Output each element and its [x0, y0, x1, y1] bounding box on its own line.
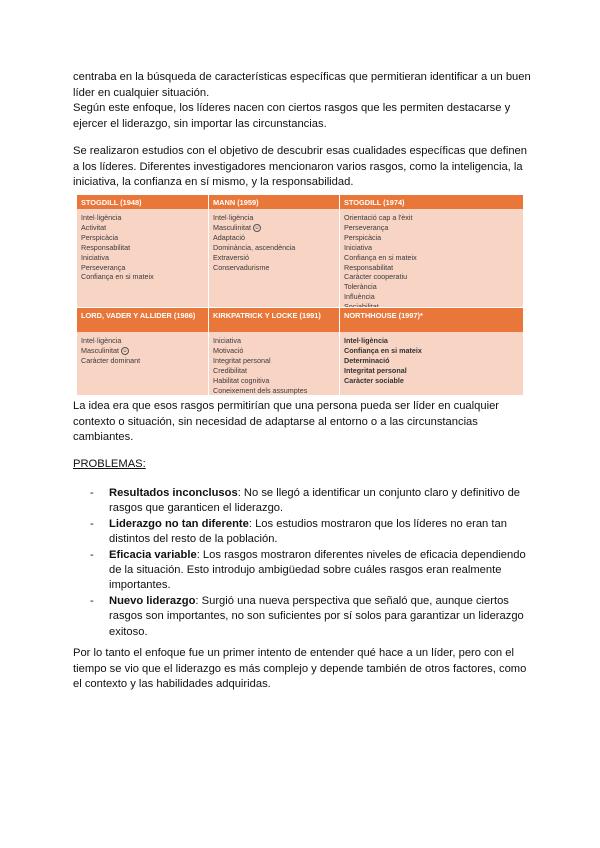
trait-item: Intel·ligència [213, 213, 254, 222]
list-item [90, 486, 530, 517]
trait-item: Influència [344, 292, 375, 302]
trait-item: Intel·ligència [81, 336, 122, 345]
table-header: NORTHHOUSE (1997)* [340, 308, 523, 332]
table-cell [77, 209, 208, 282]
trait-item: Perseverança [344, 222, 389, 232]
trait-item: Iniciativa [213, 336, 241, 345]
problem-text: : Los estudios mostraron que los líderes no eran tan distintos del resto de la población. [109, 517, 507, 546]
bullet-dash: - [90, 487, 94, 499]
trait-item-with-icon [213, 223, 335, 233]
trait-item: Intel·ligència [81, 213, 122, 222]
list-item [90, 548, 530, 594]
trait-item: Caràcter dominant [81, 355, 141, 365]
trait-item: Orientació cap a l'èxit [344, 213, 413, 222]
table-cell [77, 332, 208, 366]
table-cell [340, 209, 523, 312]
trait-item: Caràcter sociable [344, 375, 404, 385]
trait-item: Iniciativa [81, 252, 109, 262]
trait-item: Dominància, ascendència [213, 242, 296, 252]
problem-text: : No se llegó a identificar un conjunto claro y definitivo de rasgos que garanticen el liderazgo. [109, 487, 521, 515]
conclusion-paragraph: Por lo tanto el enfoque fue un primer intento de entender qué hace a un líder, pero con el tiempo se vio que el liderazgo es más complejo y depende también de otros factores, como el contexto y las habilidades adquiridas. [73, 647, 527, 691]
trait-item: Confiança en si mateix [344, 252, 417, 262]
problem-title: Eficacia variable [109, 548, 197, 561]
table-divider [339, 195, 340, 395]
trait-item: Perseverança [81, 262, 126, 272]
trait-item: Confiança en si mateix [344, 345, 422, 355]
trait-item: Masculinitat [81, 345, 119, 355]
problem-title: Liderazgo no tan diferente [109, 517, 249, 530]
trait-item: Adaptació [213, 232, 245, 242]
table-divider [208, 195, 209, 395]
table-cell [209, 209, 339, 272]
trait-item: Coneixement dels assumptes [213, 385, 308, 395]
studies-paragraph: Se realizaron estudios con el objetivo de descubrir esas cualidades específicas que definen a los líderes. Diferentes investigadores mencionaron varios rasgos, como la inteligencia, la iniciativa, la confianza en sí mismo, y la responsabilidad. [73, 145, 527, 189]
trait-item: Conservadurisme [213, 262, 270, 272]
problem-text: : Los rasgos mostraron diferentes niveles de eficacia dependiendo de la situación. Esto introdujo ambigüedad sobre cuáles rasgos eran realmente importantes. [109, 548, 526, 592]
trait-item: Credibilitat [213, 365, 247, 375]
list-item [90, 594, 530, 640]
trait-item: Determinació [344, 355, 390, 365]
trait-item: Integritat personal [344, 365, 407, 375]
table-cell [209, 332, 339, 395]
idea-paragraph: La idea era que esos rasgos permitirían que una persona pueda ser líder en cualquier contexto o situación, sin necesidad de adaptarse al entorno o a las circunstancias cambiantes. [73, 400, 500, 444]
trait-item: Perspicàcia [81, 232, 119, 242]
problems-heading: PROBLEMAS: [73, 458, 146, 470]
trait-item: Extraversió [213, 252, 249, 262]
trait-item: Confiança en si mateix [81, 272, 154, 282]
bullet-dash: - [90, 517, 94, 530]
smiley-icon: ☺ [254, 225, 260, 231]
problems-list [90, 486, 530, 640]
trait-item: Iniciativa [344, 242, 372, 252]
intro-paragraph: centraba en la búsqueda de características específicas que permitieran identificar a un buen líder en cualquier situación. [73, 71, 531, 99]
trait-item: Activitat [81, 222, 107, 232]
table-header: MANN (1959) [209, 195, 339, 209]
approach-paragraph: Según este enfoque, los líderes nacen con ciertos rasgos que les permiten destacarse y ejercer el liderazgo, sin importar las circunstancias. [73, 102, 511, 130]
list-item [90, 517, 530, 548]
trait-item: Caràcter cooperatiu [344, 272, 408, 282]
trait-item: Tolerància [344, 282, 377, 292]
problem-title: Nuevo liderazgo [109, 594, 196, 607]
smiley-icon: ☺ [122, 348, 128, 354]
bullet-dash: - [90, 548, 94, 561]
table-header: STOGDILL (1974) [340, 195, 523, 209]
table-header: KIRKPATRICK Y LOCKE (1991) [209, 308, 339, 332]
trait-item: Responsabilitat [344, 262, 394, 272]
trait-item: Perspicàcia [344, 232, 382, 242]
trait-item: Responsabilitat [81, 242, 131, 252]
problem-title: Resultados inconclusos [109, 487, 238, 499]
trait-item: Intel·ligència [344, 336, 388, 345]
trait-item: Integritat personal [213, 355, 271, 365]
trait-item-with-icon [81, 346, 204, 356]
trait-item: Masculinitat [213, 222, 251, 232]
trait-item: Motivació [213, 345, 244, 355]
table-header: STOGDILL (1948) [77, 195, 208, 209]
problem-text: : Surgió una nueva perspectiva que señaló que, aunque ciertos rasgos son importantes, no son suficientes por sí solos para garantizar un liderazgo exitoso. [109, 594, 524, 638]
table-cell [340, 332, 523, 386]
bullet-dash: - [90, 594, 94, 607]
traits-table [77, 195, 523, 395]
trait-item: Habilitat cognitiva [213, 375, 270, 385]
table-header: LORD, VADER Y ALLIDER (1986) [77, 308, 208, 332]
table-divider [77, 307, 523, 308]
